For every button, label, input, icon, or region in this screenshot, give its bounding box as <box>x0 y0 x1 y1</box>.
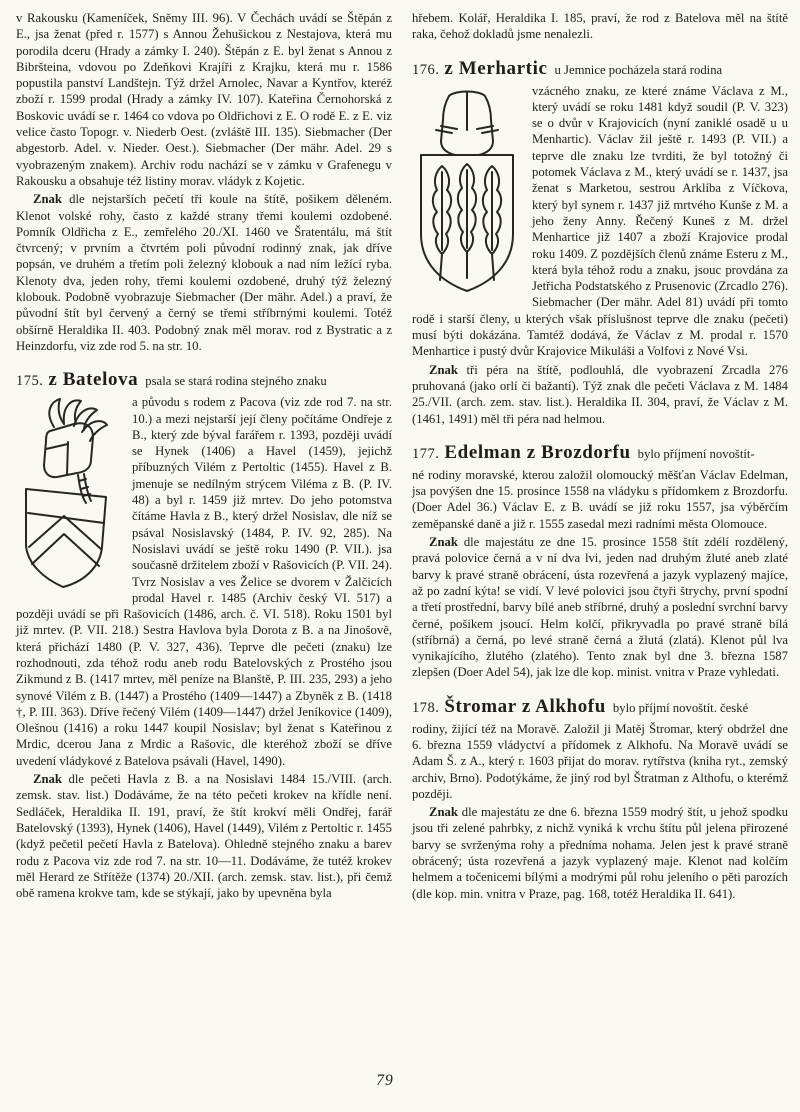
entry-body-text: rodiny, žijící též na Moravě. Založil ji Matěj Štromar, který obdržel dne 6. března 1559 vládyctví a přídomek z Alkhofu. Na Moravě uvádí se Adam Š. z A., který r. 1603 přijat do morav. rytířstva (kniha ryt., zemský archiv, Brno). Podotýkáme, že jiný rod byl Štratman z Althofu, o kterémž později. <box>412 721 788 801</box>
continuation-paragraph <box>16 10 392 189</box>
right-column <box>412 10 788 902</box>
entry-number: 177. <box>412 445 440 462</box>
page-number: 79 <box>376 1072 394 1089</box>
entry-number: 175. <box>16 373 44 390</box>
entry-176-z-merhartic <box>412 58 788 427</box>
paragraph-text: tři péra na štítě, podlouhlá, dle vyobrazení Zrcadla 276 pruhovaná (jako orlí či bažantí). Týž znak dle pečeti Václava z M. 1484 25./VII. (arch. zem. stav. list.). Heraldika II. 304, praví, že Václav z M. (1461, 1491) měl tři péra nad helmou. <box>412 362 789 426</box>
entry-body-paragraph <box>412 467 788 532</box>
entry-body-paragraph <box>412 721 788 802</box>
paragraph-text: hřebem. Kolář, Heraldika I. 185, praví, že rod z Batelova měl na štítě raka, čehož dokladů jsme nenalezli. <box>412 11 788 42</box>
paragraph-text: dle majestátu ze dne 15. prosince 1558 štít zdélí rozdělený, pravá polovice černá a v ní dva lvi, jeden nad druhým žluté aneb zlaté barvy k pravé straně obrácení, ústa rozevřená a jazyk vyplazený majíce, až po zadní kýta! se vidí. V levé polovici jsou čtyři štrychy, první spodní a třetí prostřední, barvy bílé aneb stříbrné, druhý a poslední svrchní barvy černé, pošikem jsoucí. Helm kolčí, přikryvadla po pravé straně bílá (stříbrná) a černá, po levé straně černá a žlutá (zlatá). Klenot půl lva vynikajícího, žlutého (zlatého). Tento znak byl dne 3. března 1587 zlepšen (Doer Adel 54), jak lze dle kop. minist. vnitra v Praze vyhledati. <box>412 535 789 680</box>
znak-lead-word: Znak <box>33 772 62 787</box>
entry-intro-text: bylo příjmení novoštít- <box>637 446 755 461</box>
entry-heading <box>412 58 788 81</box>
znak-lead-word: Znak <box>429 362 458 377</box>
znak-paragraph <box>412 534 788 681</box>
entry-body-text: a původu s rodem z Pacova (viz zde rod 7. na str. 10.) a mezi nejstarší její členy počítáme Ondřeje z B., který zde býval farářem r. 1393, později uvádí se Hynek (1406) a Havel (1459), jejichž příbuzných Vilém z Pertoltic (1455). Havel z B. jmenuje se nedílným strýcem Viléma z B. (P. IV. 48) a byl r. 1459 již mrtev. Do jeho potomstva čítáme Havla z B., který držel Nosislav, dle níž se psával Nosislavský (1484, P. IV. 92, 285). Na Nosislavi uvádí se ještě roku 1490 (P. VII.). jsa současně držitelem zboží v Rašovicích (P. VII. 24). Tvrz Nosislav a ves Želice se dvorem v Žalčicích prodal Havel r. 1485 (Archiv český VI. 517) a později uvádí se při Rašovicích (1486, arch. č. VI. 518). Roku 1501 byl již mrtev. (P. VII. 218.) Sestra Havlova byla Dorota z B. a na Jinošově, která přichází 1480 (P. V. 327, 436). Teprve dle pečeti (znaku) lze rozhodnouti, zda téhož rodu aneb rodu Batelovských z Prostého jsou Zikmund z B. (1417 mrtev, měl peníze na Blanště, P. III. 235, 293) a jeho synové Vilém z B. (1447) a Prostého (1409—1447) a Zbyněk z B. (1418 †, P. III. 363). Dříve řečený Vilém (1409—1447) držel Jeníkovice (1409), Olešnou (1416) a roku 1447 koupil Nosislav; byl ženat s Kateřinou z Mrdic, dcerou Jana z Mrdic a Rašovic, dle kteréhož zboží se dříve uvedení vládykové z Batelova psávali (Havel, 1490). <box>16 395 392 768</box>
merhartic-coat-of-arms-illustration <box>412 86 522 302</box>
entry-177-edelman-z-brozdorfu <box>412 442 788 681</box>
znak-paragraph <box>16 771 392 901</box>
entry-body-paragraph <box>16 394 392 769</box>
entry-name: z Merhartic <box>444 57 548 79</box>
znak-paragraph <box>16 191 392 354</box>
entry-intro-text: u Jemnice pocházela stará rodina <box>554 62 723 77</box>
entry-number: 176. <box>412 61 440 78</box>
entry-heading <box>412 696 788 719</box>
entry-heading <box>16 369 392 392</box>
paragraph-text: dle nejstarších pečetí tři koule na štítě, pošikem děleném. Klenot volské rohy, často z každé strany třemi koulemi ozdobené. Pomník Oldřicha z E., zemřelého 20./XI. 1460 ve Šratentálu, má štít čtvrcený; v prvním a čtvrtém poli původní rodinný znak, jak dříve popsán, ve druhém a třetím poli železný klobouk a nad ním ležící ryba. Klenoty dva, jeden rohy, třemi koulemi ozdobené, druhý týž železný klobouk. Podobně vyobrazuje Siebmacher (Der mähr. Adel.) a praví, že původní štít byl červený a černý se třemi stříbrnými koulemi. Totéž obšírně Heraldika II. 403. Podobný znak měl morav. rod z Bystratic a z Heinzdorfu, viz zde rod 5. na str. 10. <box>16 192 392 353</box>
batelova-coat-of-arms-illustration <box>16 397 122 595</box>
left-column <box>16 10 392 901</box>
entry-name: Edelman z Brozdorfu <box>444 441 631 463</box>
entry-name: z Batelova <box>48 369 139 391</box>
continuation-paragraph <box>412 10 788 43</box>
paragraph-text: dle majestátu ze dne 6. března 1559 modrý štít, u jehož spodku jsou tři zelené pahrbky, z nichž vyniká k vrchu štítu půl jelena přirozené barvy se svrženýma rohy a předníma nohama. Jelen jest k pravé straně obrácený; ústa rozevřená a jazyk vyplazený maje. Klenot nad kolčím helmem a točenicemi bílými a modrými půl rohu jeleního o pěti parozích (dle kop. min. vnitra v Praze, pag. 168, totéž Heraldika II. 641). <box>412 805 789 901</box>
znak-lead-word: Znak <box>429 535 458 550</box>
paragraph-text: v Rakousku (Kameníček, Sněmy III. 96). V Čechách uvádí se Štěpán z E., jsa ženat (před r. 1577) s Annou Žehušickou z Nestajova, která mu porodila dceru (Hrady a zámky I. 240). Štěpán z E. byl ženat s Annou z Bibršteina, vdovou po Zdeňkovi Krajíři z Krajku, která mu r. 1586 popustila panství Landštejn. Týž držel Arnolec, Navar a Kyntřov, kteréž zboží r. 1599 prodal (Hrady a zámky IV. 107). Kateřina Černohorská z Boskovic uvádí se r. 1464 co vdova po Oldřichovi z E. O rodě E. z E. viz velice často Topogr. v. Niederb Oest. (zvláště III. 135). Siebmacher (Der abgestorb. Adel. v. Nieder. Oest.). Siebmacher (Der mähr. Adel. 29 s vyobrazeným znakem). Archiv rodu nachází se v zámku v Grafenegu v Rakousku a obsahuje též listiny morav. vládyk z Kojetic. <box>16 11 392 188</box>
entry-body-paragraph <box>412 83 788 360</box>
entry-number: 178. <box>412 699 440 716</box>
entry-heading <box>412 442 788 465</box>
entry-body-text: né rodiny moravské, kterou založil olomoucký měšťan Václav Edelman, jsa povýšen dne 15. prosince 1558 na vládyku s přídomkem z Brozdorfu. (Doer Adel 36.) Václav E. z B. uvádí se již roku 1557, jsa výběrčím zeměpanské daně a již r. 1555 zasedal mezi radními města Olomouce. <box>412 467 788 531</box>
entry-intro-text: bylo příjmí novoštít. české <box>612 700 749 715</box>
znak-paragraph <box>412 362 788 427</box>
znak-paragraph <box>412 804 788 902</box>
entry-body-text: vzácného znaku, ze které známe Václava z M., který uvádí se roku 1481 když soudil (P. V. 323) se o dvůr v Krajovicích (nyní zaniklé osadě u u Menhartic). Václav žil ještě r. 1493 (P. VII.) a teprve dle znaku lze tvrditi, že byl totožný či potomek Václava z M., který uvádí se r. 1437, jsa ženat s Marketou, sestrou Arklíba z Víčkova, který byl synem r. 1437 již mrtvého Kunše z M. a jeho ženy Anny. Řečený Kuneš z M. držel Menhartice již 1407 a zboží Krajovice prodal roku 1409. Z pozdějších členů známe Esteru z M., která byla téhož rodu a znaku, jsouc provdána za Jetřicha Podstatského z Prusenovic (Zrcadlo 276). Siebmacher (Der mähr. Adel 81) uvádí při tomto rodě i starší členy, u kterých však příslušnost teprve dle znaku (pečeti) musí býti dokázána. Tamtéž dodává, že Václav z M. prodal r. 1570 Menhartice i pustý dvůr Krajovice Mikuláši a Volfovi z Nové Vsi. <box>412 83 788 359</box>
entry-intro-text: psala se stará rodina stejného znaku <box>145 374 327 389</box>
paragraph-text: dle pečeti Havla z B. a na Nosislavi 1484 15./VIII. (arch. zemsk. stav. list.) Dodáváme, že na této pečeti krokev na křídle není. Sedláček, Heraldika II. 191, praví, že štít krokví měli Ondřej, farář Batelovský (1393), Hynek (1406), Havel (1449), Vilém z Pertoltic r. 1455 (když pečetil pečetí Havla z Batelova). Ohledně stejného znaku a barev rodu z Pacova viz zde rod 7. na str. 10—11. Dodáváme, že tutéž krokev měl Herard ze Střítěže (1374) 20./XII. (arch. zemsk. stav. list.), při čemž obě ramena krokve tam, kde se stýkají, jako by upevněna byla <box>16 772 392 901</box>
entry-178-stromar-z-alkhofu <box>412 696 788 902</box>
entry-name: Štromar z Alkhofu <box>444 695 606 717</box>
entry-175-z-batelova <box>16 369 392 901</box>
znak-lead-word: Znak <box>33 192 62 207</box>
znak-lead-word: Znak <box>429 805 458 820</box>
